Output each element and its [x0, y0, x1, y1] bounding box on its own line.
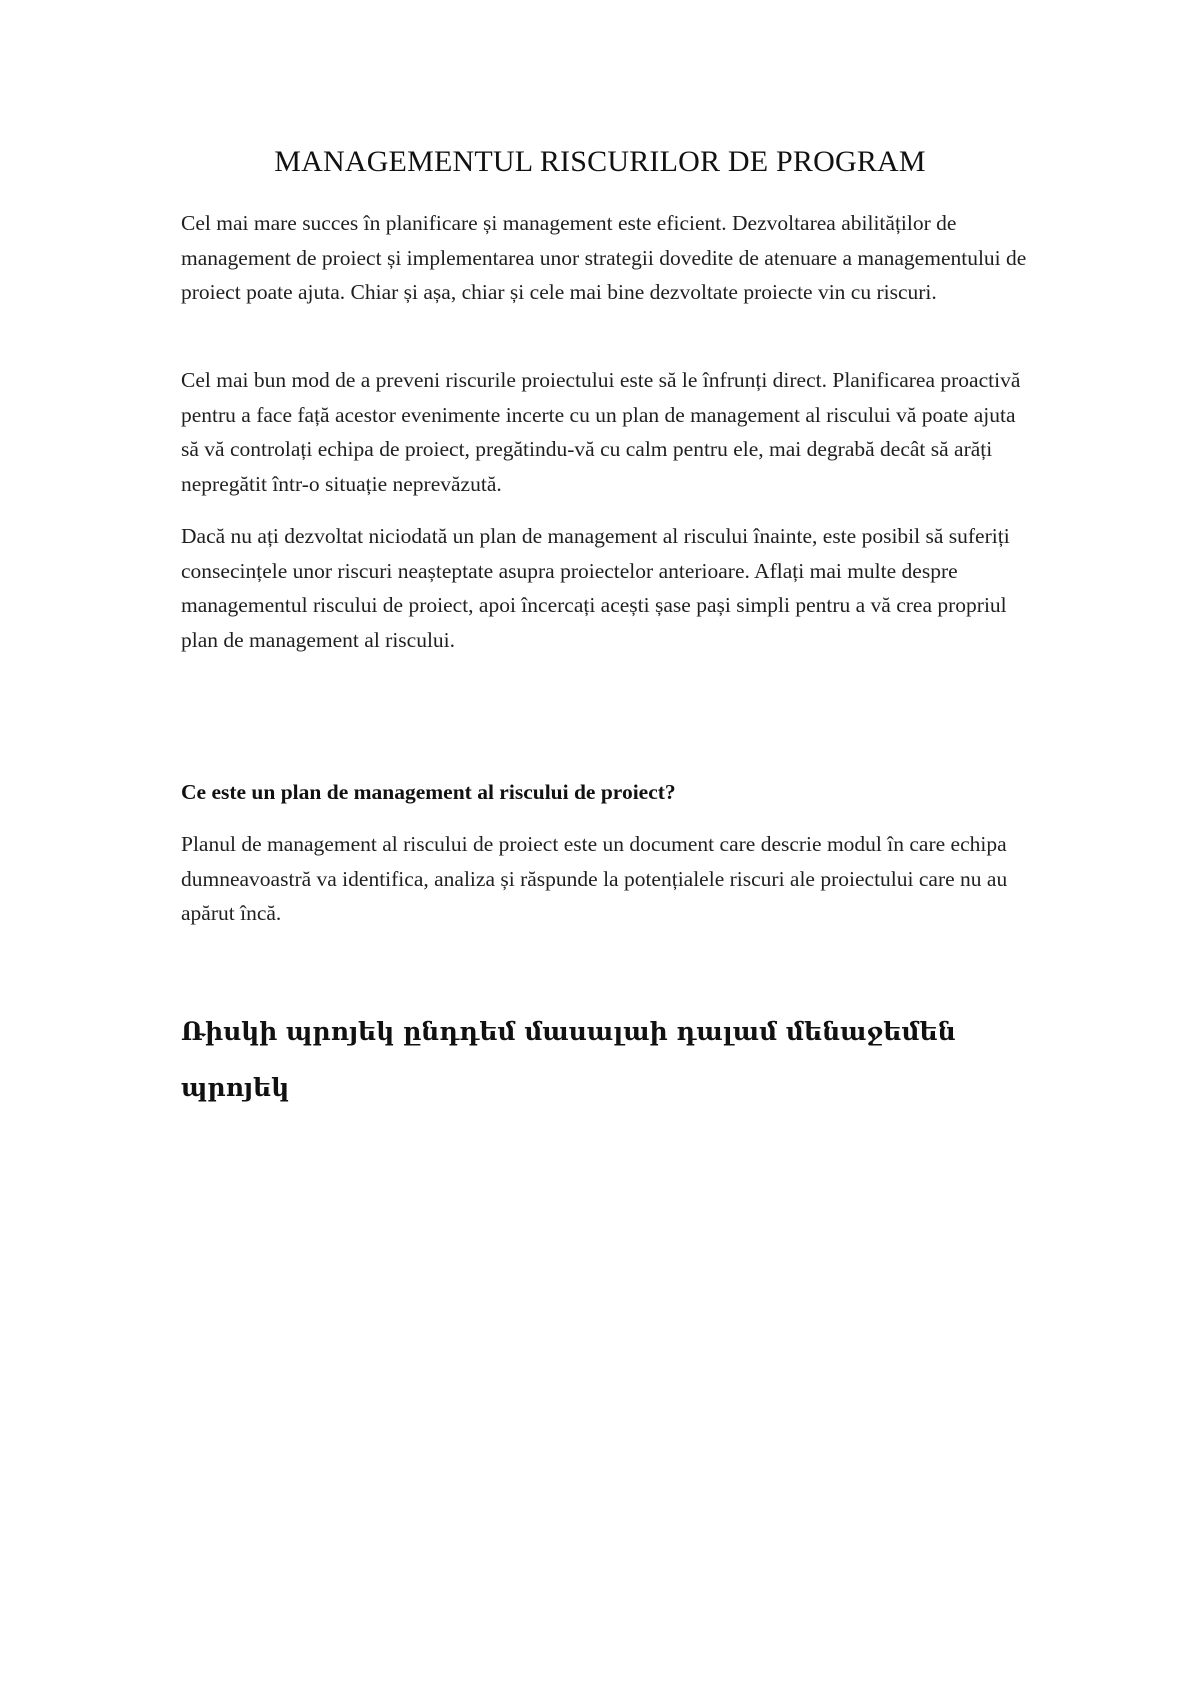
armenian-heading: Ռիսկի պրոյեկ ընդդեմ մասալաի դալամ մենաջեմեն պրոյեկ — [181, 1017, 956, 1102]
body-paragraph-1: Cel mai mare succes în planificare și management este eficient. Dezvoltarea abilităților de management de proiect și implementarea unor strategii dovedite de atenuare a managementului de proiect poate ajuta. Chiar și așa, chiar și cele mai bine dezvoltate proiecte vin cu riscuri. — [181, 211, 1027, 304]
document-title: MANAGEMENTUL RISCURILOR DE PROGRAM — [274, 145, 926, 178]
body-paragraph-2: Cel mai bun mod de a preveni riscurile proiectului este să le înfrunți direct. Planificarea proactivă pentru a face față acestor evenimente incerte cu un plan de management al riscului vă poate ajuta să vă controlați echipa de proiect, pregătindu-vă cu calm pentru ele, mai degrabă decât să arăți nepregătit într-o situație neprevăzută. — [181, 368, 1021, 496]
body-paragraph-3: Dacă nu ați dezvoltat niciodată un plan de management al riscului înainte, este posibil să suferiți consecințele unor riscuri neașteptate asupra proiectelor anterioare. Aflați mai multe despre managementul riscului de proiect, apoi încercați acești șase pași simpli pentru a vă crea propriul plan de management al riscului. — [181, 524, 1010, 652]
section-heading: Ce este un plan de management al riscului de proiect? — [181, 780, 676, 804]
section-paragraph: Planul de management al riscului de proiect este un document care descrie modul în care echipa dumneavoastră va identifica, analiza și răspunde la potențialele riscuri ale proiectului care nu au apărut încă. — [181, 832, 1008, 925]
